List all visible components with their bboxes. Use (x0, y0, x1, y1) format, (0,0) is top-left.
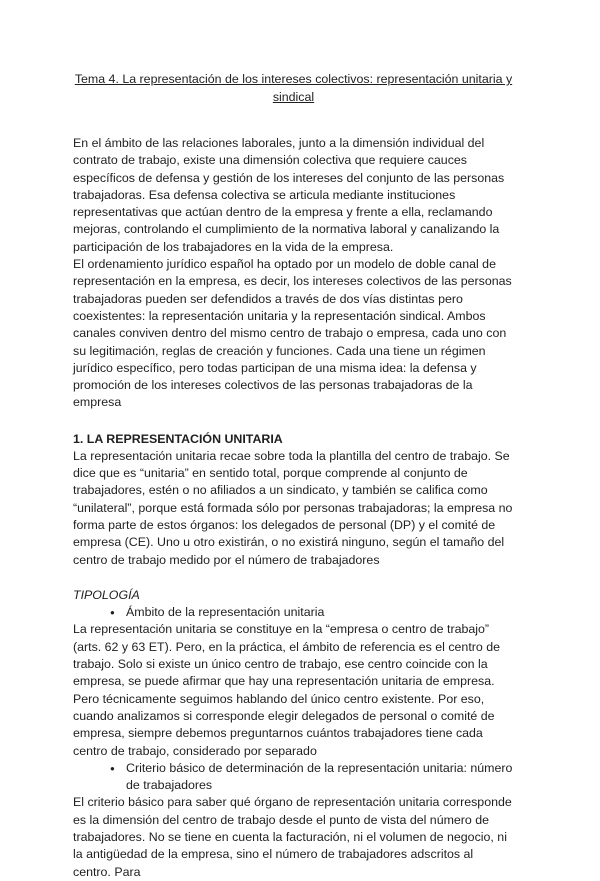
tipologia-heading: TIPOLOGÍA (73, 587, 140, 602)
spacer (73, 569, 514, 587)
criterio-paragraph: El criterio básico para saber qué órgano de representación unitaria corresponde es la dimensión del centro de trabajo desde el punto de vista del número de trabajadores. No se tiene en cuenta la facturación, ni el volumen de negocio, ni la antigüedad de la empresa, sino el número de trabajadores adscritos al centro. Para (73, 795, 512, 879)
section-heading-representacion-unitaria: 1. LA REPRESENTACIÓN UNITARIA (73, 431, 283, 446)
intro-paragraph-1: En el ámbito de las relaciones laborales, junto a la dimensión individual del contrato de trabajo, existe una dimensión colectiva que requiere cauces específicos de defensa y gestión de los intereses del conjunto de las personas trabajadoras. Esa defensa colectiva se articula mediante instituciones representativas que actúan dentro de la empresa y frente a ella, reclamando mejoras, controlando el cumplimiento de la normativa laboral y canalizando la participación de los trabajadores en la vida de la empresa. (73, 136, 505, 254)
ambito-paragraph: La representación unitaria se constituye en la “empresa o centro de trabajo” (arts. 62 y 63 ET). Pero, en la práctica, el ámbito de referencia es el centro de trabajo. Solo si existe un único centro de trabajo, ese centro coincide con la empresa, se puede afirmar que hay una representación unitaria de empresa. Pero técnicamente seguimos hablando del único centro existente. Por eso, cuando analizamos si corresponde elegir delegados de personal o comité de empresa, siempre debemos preguntarnos cuántos trabajadores tiene cada centro de trabajo, considerado por separado (73, 622, 500, 758)
tipologia-list-2 (73, 760, 514, 795)
bullet-criterio: ● Criterio básico de determinación de la representación unitaria: número de trabajadores (113, 760, 514, 795)
document-title: Tema 4. La representación de los intereses colectivos: representación unitaria y sindical (74, 72, 513, 104)
bullet-ambito: ● Ámbito de la representación unitaria (113, 604, 514, 621)
tipologia-list-1 (73, 604, 514, 621)
intro-paragraph-2: El ordenamiento jurídico español ha optado por un modelo de doble canal de representación en la empresa, es decir, los intereses colectivos de las personas trabajadoras pueden ser defendidos a través de dos vías distintas pero coexistentes: la representación unitaria y la representación sindical. Ambos canales conviven dentro del mismo centro de trabajo o empresa, cada uno con su legitimación, reglas de creación y funciones. Cada una tiene un régimen jurídico específico, pero todas participan de una misma idea: la defensa y promoción de los intereses colectivos de las personas trabajadoras de la empresa (73, 257, 512, 410)
section1-paragraph: La representación unitaria recae sobre toda la plantilla del centro de trabajo. Se dice que es “unitaria” en sentido total, porque comprende al conjunto de trabajadores, estén o no afiliados a un sindicato, y también se califica como “unilateral”, porque está formada sólo por personas trabajadoras; la empresa no forma parte de estos órganos: los delegados de personal (DP) y el comité de empresa (CE). Uno u otro existirán, o no existirá ninguno, según el tamaño del centro de trabajo medido por el número de trabajadores (73, 448, 513, 567)
spacer (73, 412, 514, 430)
